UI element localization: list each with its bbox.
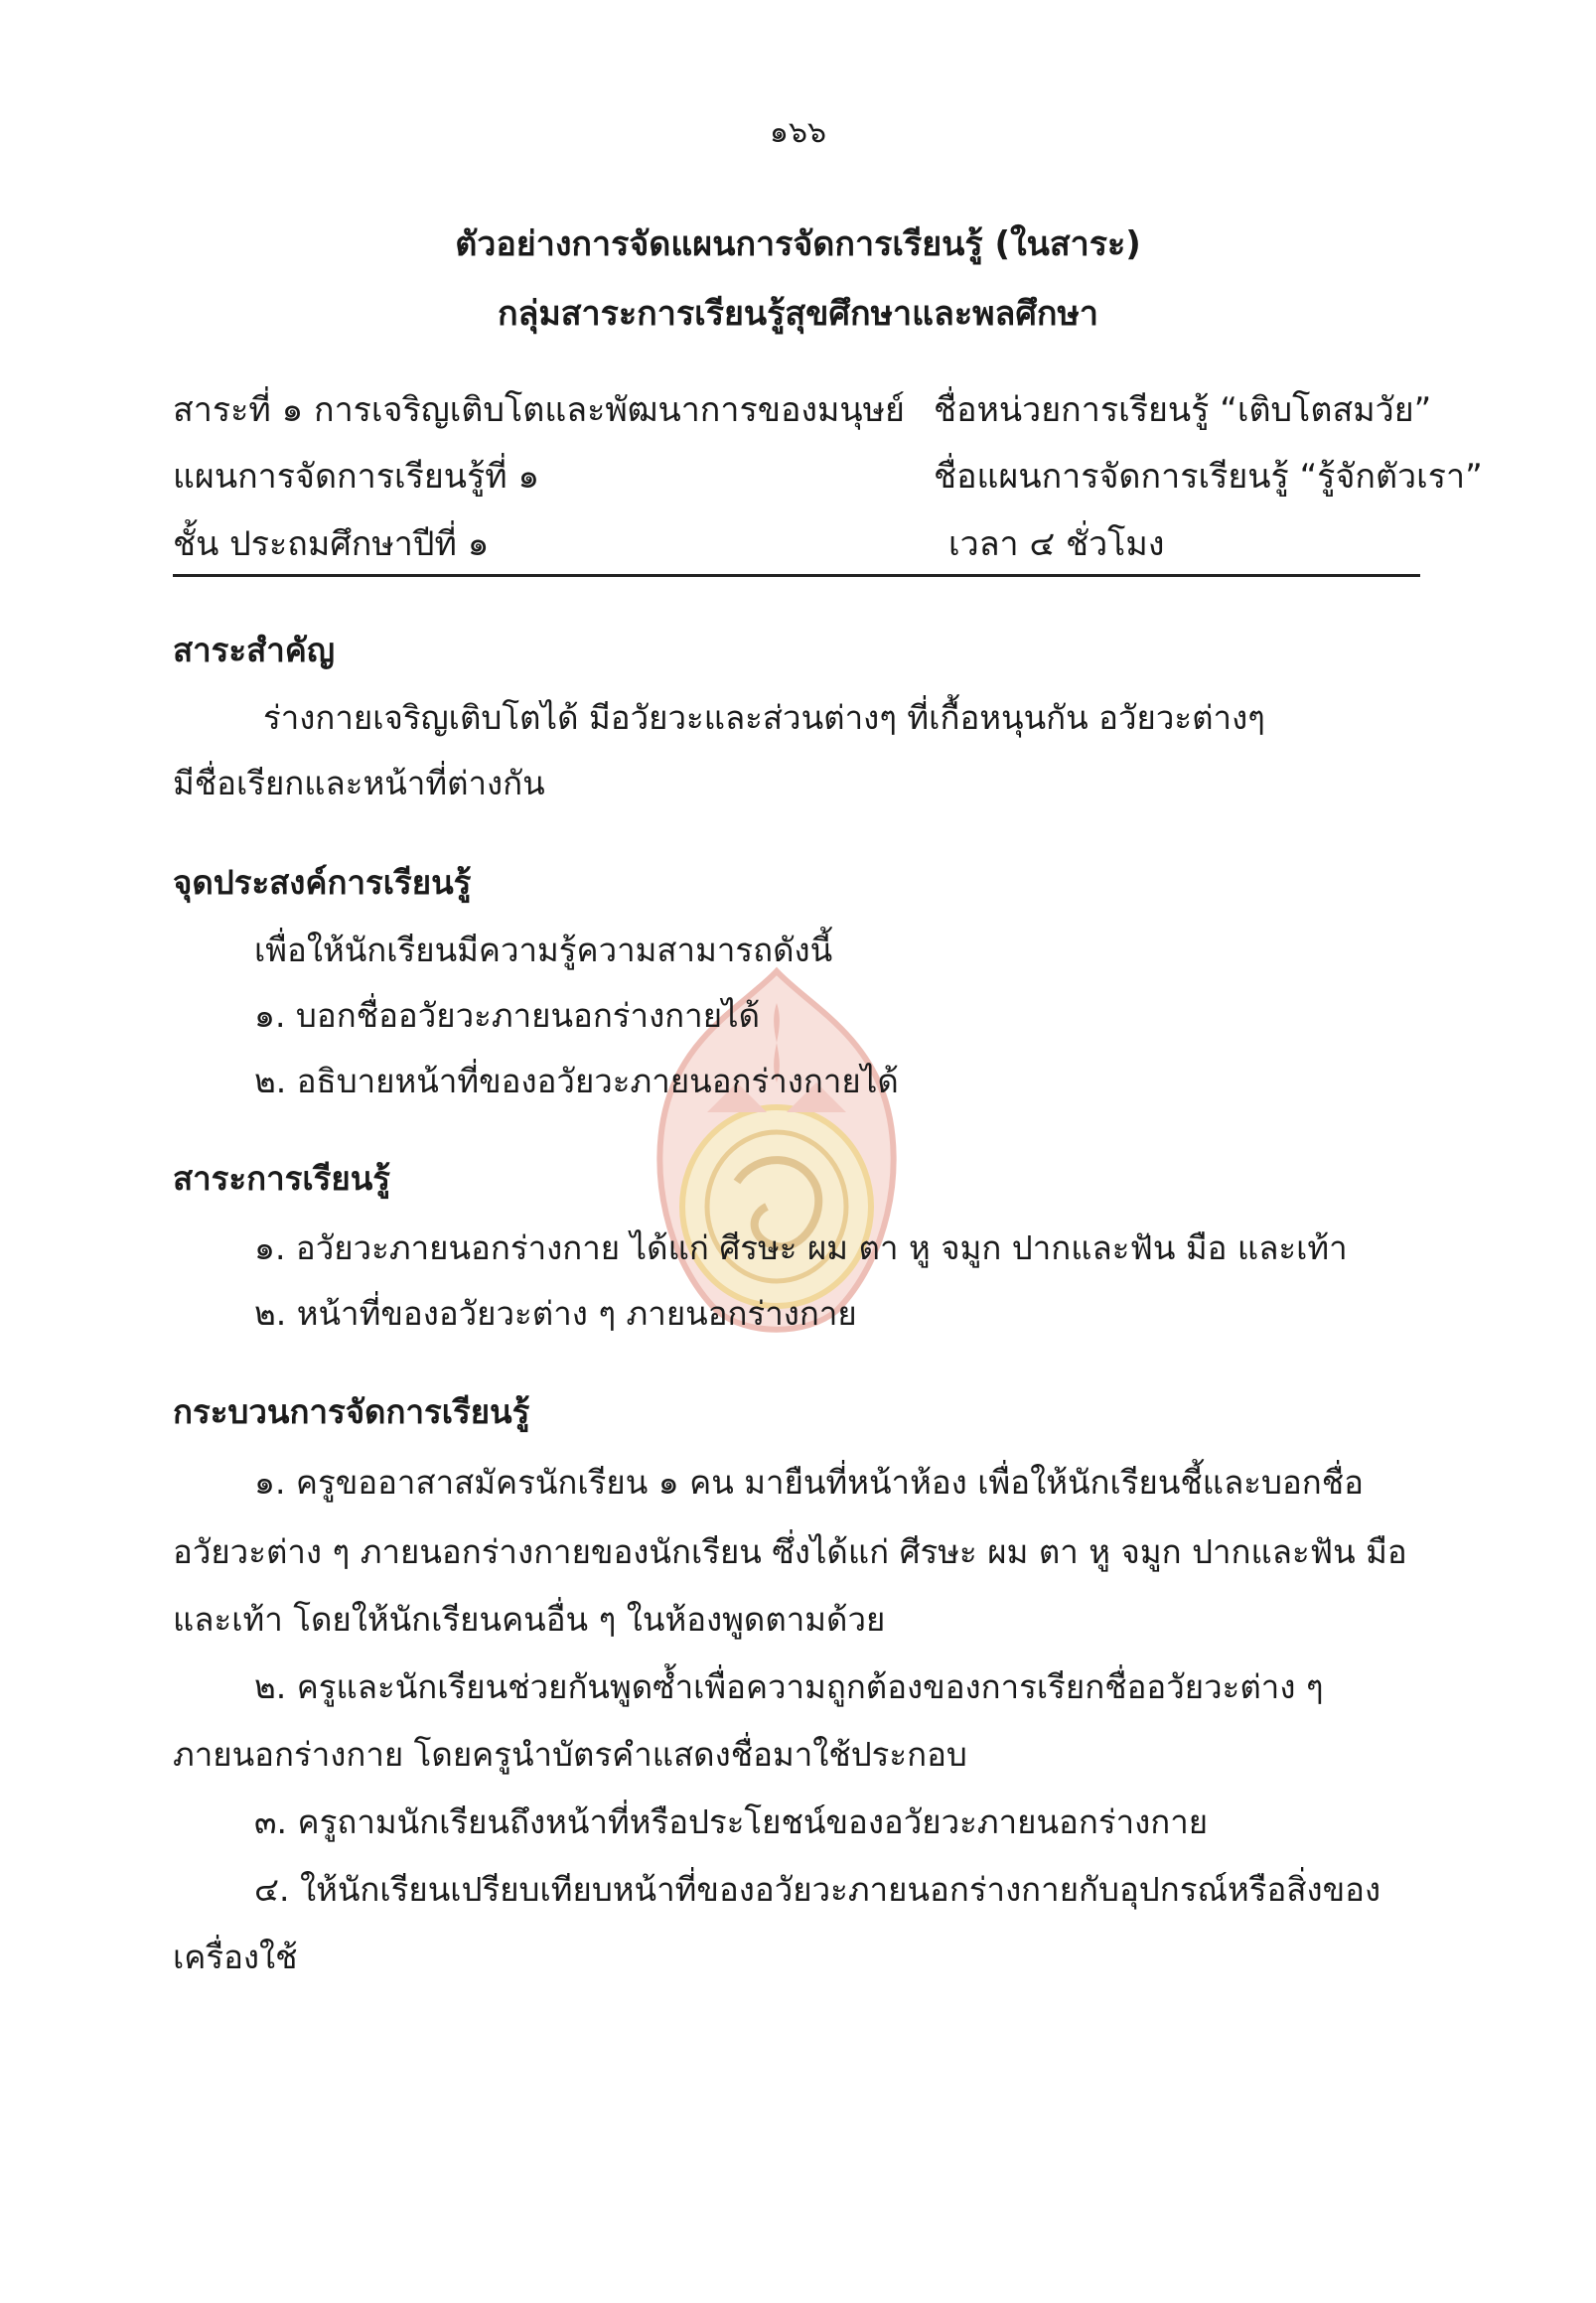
unit-name: ชื่อหน่วยการเรียนรู้ “เติบโตสมวัย” bbox=[934, 390, 1432, 430]
process-step-1-cont: และเท้า โดยให้นักเรียนคนอื่น ๆ ในห้องพูดตามด้วย bbox=[173, 1600, 886, 1639]
process-step-2: ๒. ครูและนักเรียนช่วยกันพูดซ้ำเพื่อความถูกต้องของการเรียกชื่ออวัยวะต่าง ๆ bbox=[254, 1667, 1324, 1706]
process-step-4-cont: เครื่องใช้ bbox=[173, 1938, 298, 1976]
process-step-1: ๑. ครูขออาสาสมัครนักเรียน ๑ คน มายืนที่หน้าห้อง เพื่อให้นักเรียนชี้และบอกชื่อ bbox=[254, 1463, 1364, 1502]
process-step-3: ๓. ครูถามนักเรียนถึงหน้าที่หรือประโยชน์ของอวัยวะภายนอกร่างกาย bbox=[254, 1802, 1209, 1841]
strand-label: สาระที่ ๑ การเจริญเติบโตและพัฒนาการของมนุษย์ bbox=[173, 390, 905, 430]
content-heading: สาระการเรียนรู้ bbox=[173, 1159, 390, 1198]
objectives-heading: จุดประสงค์การเรียนรู้ bbox=[173, 863, 472, 902]
content-item: ๑. อวัยวะภายนอกร่างกาย ได้แก่ ศีรษะ ผม ตา หู จมูก ปากและฟัน มือ และเท้า bbox=[254, 1228, 1348, 1267]
key-concept-text: ร่างกายเจริญเติบโตได้ มีอวัยวะและส่วนต่างๆ ที่เกื้อหนุนกัน อวัยวะต่างๆ bbox=[263, 698, 1265, 737]
key-concept-text-cont: มีชื่อเรียกและหน้าที่ต่างกัน bbox=[173, 764, 545, 802]
document-title: ตัวอย่างการจัดแผนการจัดการเรียนรู้ (ในสาระ) bbox=[455, 224, 1141, 264]
document-subtitle: กลุ่มสาระการเรียนรู้สุขศึกษาและพลศึกษา bbox=[497, 294, 1099, 334]
objective-item: ๒. อธิบายหน้าที่ของอวัยวะภายนอกร่างกายได้ bbox=[254, 1062, 899, 1100]
plan-name: ชื่อแผนการจัดการเรียนรู้ “รู้จักตัวเรา” bbox=[934, 457, 1483, 497]
time-duration: เวลา ๔ ชั่วโมง bbox=[948, 524, 1165, 564]
content-item: ๒. หน้าที่ของอวัยวะต่าง ๆ ภายนอกร่างกาย bbox=[254, 1294, 857, 1333]
header-divider bbox=[173, 574, 1420, 577]
page-number: ๑๖๖ bbox=[769, 115, 827, 150]
process-step-2-cont: ภายนอกร่างกาย โดยครูนำบัตรคำแสดงชื่อมาใช้ประกอบ bbox=[173, 1735, 967, 1774]
grade-level: ชั้น ประถมศึกษาปีที่ ๑ bbox=[173, 524, 490, 564]
process-step-4: ๔. ให้นักเรียนเปรียบเทียบหน้าที่ของอวัยวะภายนอกร่างกายกับอุปกรณ์หรือสิ่งของ bbox=[254, 1870, 1381, 1909]
key-concept-heading: สาระสำคัญ bbox=[173, 631, 335, 669]
process-step-1-cont: อวัยวะต่าง ๆ ภายนอกร่างกายของนักเรียน ซึ่งได้แก่ ศีรษะ ผม ตา หู จมูก ปากและฟัน มือ bbox=[173, 1532, 1407, 1571]
objective-item: ๑. บอกชื่ออวัยวะภายนอกร่างกายได้ bbox=[254, 996, 761, 1035]
objectives-intro: เพื่อให้นักเรียนมีความรู้ความสามารถดังนี้ bbox=[254, 931, 833, 969]
plan-number: แผนการจัดการเรียนรู้ที่ ๑ bbox=[173, 457, 540, 497]
process-heading: กระบวนการจัดการเรียนรู้ bbox=[173, 1392, 530, 1431]
